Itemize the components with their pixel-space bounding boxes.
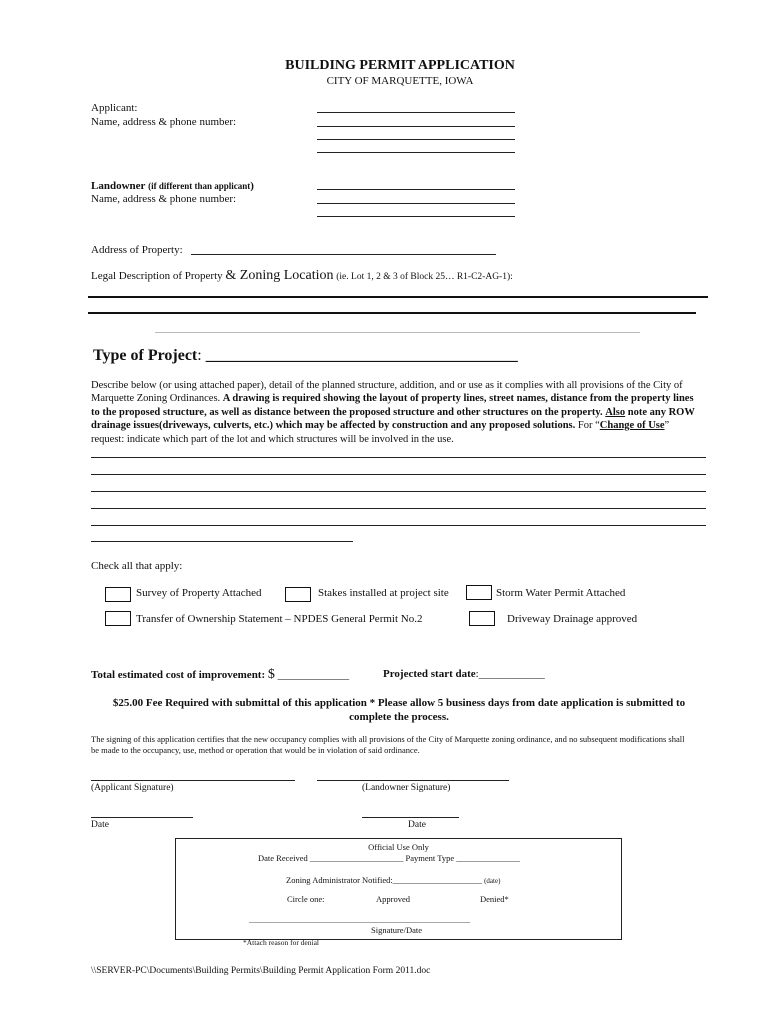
description-line-3[interactable] [91,491,706,492]
address-label: Address of Property: [91,244,183,256]
project-type-colon: : [197,347,202,364]
desc-part-5: ” request: indicate which part of the lot and which structures will be involved in the use. [91,420,670,445]
date-label-2: Date [408,820,426,830]
date-received-label: Date Received [258,853,308,863]
landowner-line-1[interactable] [317,189,515,190]
payment-type-blank[interactable]: _______________ [456,853,521,863]
start-date-blank[interactable]: ____________ [478,668,545,680]
applicant-line-4[interactable] [317,152,515,153]
description-line-2[interactable] [91,474,706,475]
cost-row [91,667,349,683]
checkbox-stakes-label: Stakes installed at project site [318,587,449,599]
description-line-6[interactable] [91,541,353,542]
applicant-signature-line[interactable] [91,780,295,781]
checkbox-transfer-ownership[interactable] [105,611,131,626]
official-signature-line[interactable]: ___________________________________________________________ [249,915,471,924]
checkbox-survey[interactable] [105,587,131,602]
date-line-1[interactable] [91,817,193,818]
applicant-signature-label: (Applicant Signature) [91,783,174,793]
checkbox-driveway-label: Driveway Drainage approved [507,613,638,625]
project-type-row [93,347,518,365]
official-signature-label: Signature/Date [371,925,422,935]
official-use-title: Official Use Only [368,842,429,852]
project-description [91,379,703,446]
address-line[interactable] [191,254,496,255]
checklist-heading [91,560,182,572]
certification-text: The signing of this application certifies that the new occupancy complies with all provisions of the City of Marquette zoning ordinance, and no subsequent modifications shall be made to the occupancy, use, method or operation that would be in violation of said ordinance. [91,734,685,755]
desc-part-1: Describe below (or using attached paper), detail of the planned structure, addition, and or use as it complies with all provisions of the City of Marquette Zoning Ordinances. [91,380,683,405]
date-received-blank[interactable]: ______________________ [309,853,404,863]
project-type-blank[interactable]: _______________________________________ [205,347,518,364]
checkbox-transfer-ownership-label: Transfer of Ownership Statement – NPDES General Permit No.2 [136,613,423,625]
zoning-label: & Zoning Location [225,268,334,283]
description-line-4[interactable] [91,508,706,509]
footer-file-path: \\SERVER-PC\Documents\Building Permits\Building Permit Application Form 2011.doc [91,966,431,976]
applicant-name-label: Name, address & phone number: [91,116,237,128]
divider-light [155,332,640,333]
checklist-heading-text: Check all that apply [91,560,180,572]
applicant-line-1[interactable] [317,112,515,113]
date-label-1: Date [91,820,109,830]
checkbox-storm-water-label: Storm Water Permit Attached [496,587,626,599]
divider-thick-1 [88,296,708,298]
description-line-1[interactable] [91,457,706,458]
zoning-admin-date: (date) [484,877,501,885]
payment-type-label: Payment Type [405,853,455,863]
page-subtitle: CITY OF MARQUETTE, IOWA [326,75,474,87]
zoning-admin-label: Zoning Administrator Notified: [286,875,393,885]
landowner-name-label: Name, address & phone number: [91,193,237,205]
landowner-signature-label: (Landowner Signature) [362,783,451,793]
start-date-label: Projected start date [383,668,476,680]
desc-part-3: note any ROW drainage issues(driveways, culverts, etc.) which may be affected by construction and any proposed solutions. [91,406,695,432]
attach-reason-note: *Attach reason for denial [243,938,320,947]
cost-blank[interactable]: _____________ [277,669,350,681]
checklist-heading-colon: : [179,560,183,572]
desc-part-2: A drawing is required showing the layout of property lines, street names, distance from the property lines to the proposed structure, as well as distance between the proposed structure and other structures on the property. [91,393,694,418]
landowner-bold: Landowner [91,180,146,192]
checkbox-survey-label: Survey of Property Attached [136,587,262,599]
start-date-colon: : [475,668,479,680]
desc-change-of-use: Change of Use [599,420,665,432]
landowner-signature-line[interactable] [317,780,509,781]
applicant-line-2[interactable] [317,126,515,127]
desc-also: Also [605,406,626,418]
circle-one-label: Circle one: [287,894,325,904]
description-line-5[interactable] [91,525,706,526]
project-type-label: Type of Project [93,347,198,364]
fee-line-2: complete the process. [349,711,449,723]
applicant-line-3[interactable] [317,139,515,140]
checkbox-driveway[interactable] [469,611,495,626]
checkbox-stakes[interactable] [285,587,311,602]
landowner-close: ) [250,180,254,192]
landowner-line-2[interactable] [317,203,515,204]
zoning-admin-row [286,875,500,885]
zoning-admin-blank[interactable]: _____________________ [392,875,482,885]
checkbox-storm-water[interactable] [466,585,492,600]
denied-option[interactable]: Denied* [480,894,509,904]
approved-option[interactable]: Approved [376,894,410,904]
divider-thick-2 [88,312,696,314]
page-title: BUILDING PERMIT APPLICATION [285,58,515,73]
legal-example: (ie. Lot 1, 2 & 3 of Block 25… R1-C2-AG-1): [336,272,513,282]
applicant-label: Applicant: [91,102,138,114]
desc-part-4: For “ [577,420,600,432]
fee-line-1: $25.00 Fee Required with submittal of this application * Please allow 5 business days from date application is submitted to [112,697,686,709]
cost-label: Total estimated cost of improvement: [91,669,266,681]
landowner-paren: (if different than applicant [148,181,251,191]
landowner-line-3[interactable] [317,216,515,217]
legal-description-row [91,268,513,284]
legal-label: Legal Description of Property [91,270,223,282]
date-line-2[interactable] [362,817,459,818]
landowner-label [91,180,254,192]
cost-dollar: $ [267,667,275,682]
date-received-row [258,853,520,863]
start-date-row [383,668,545,680]
